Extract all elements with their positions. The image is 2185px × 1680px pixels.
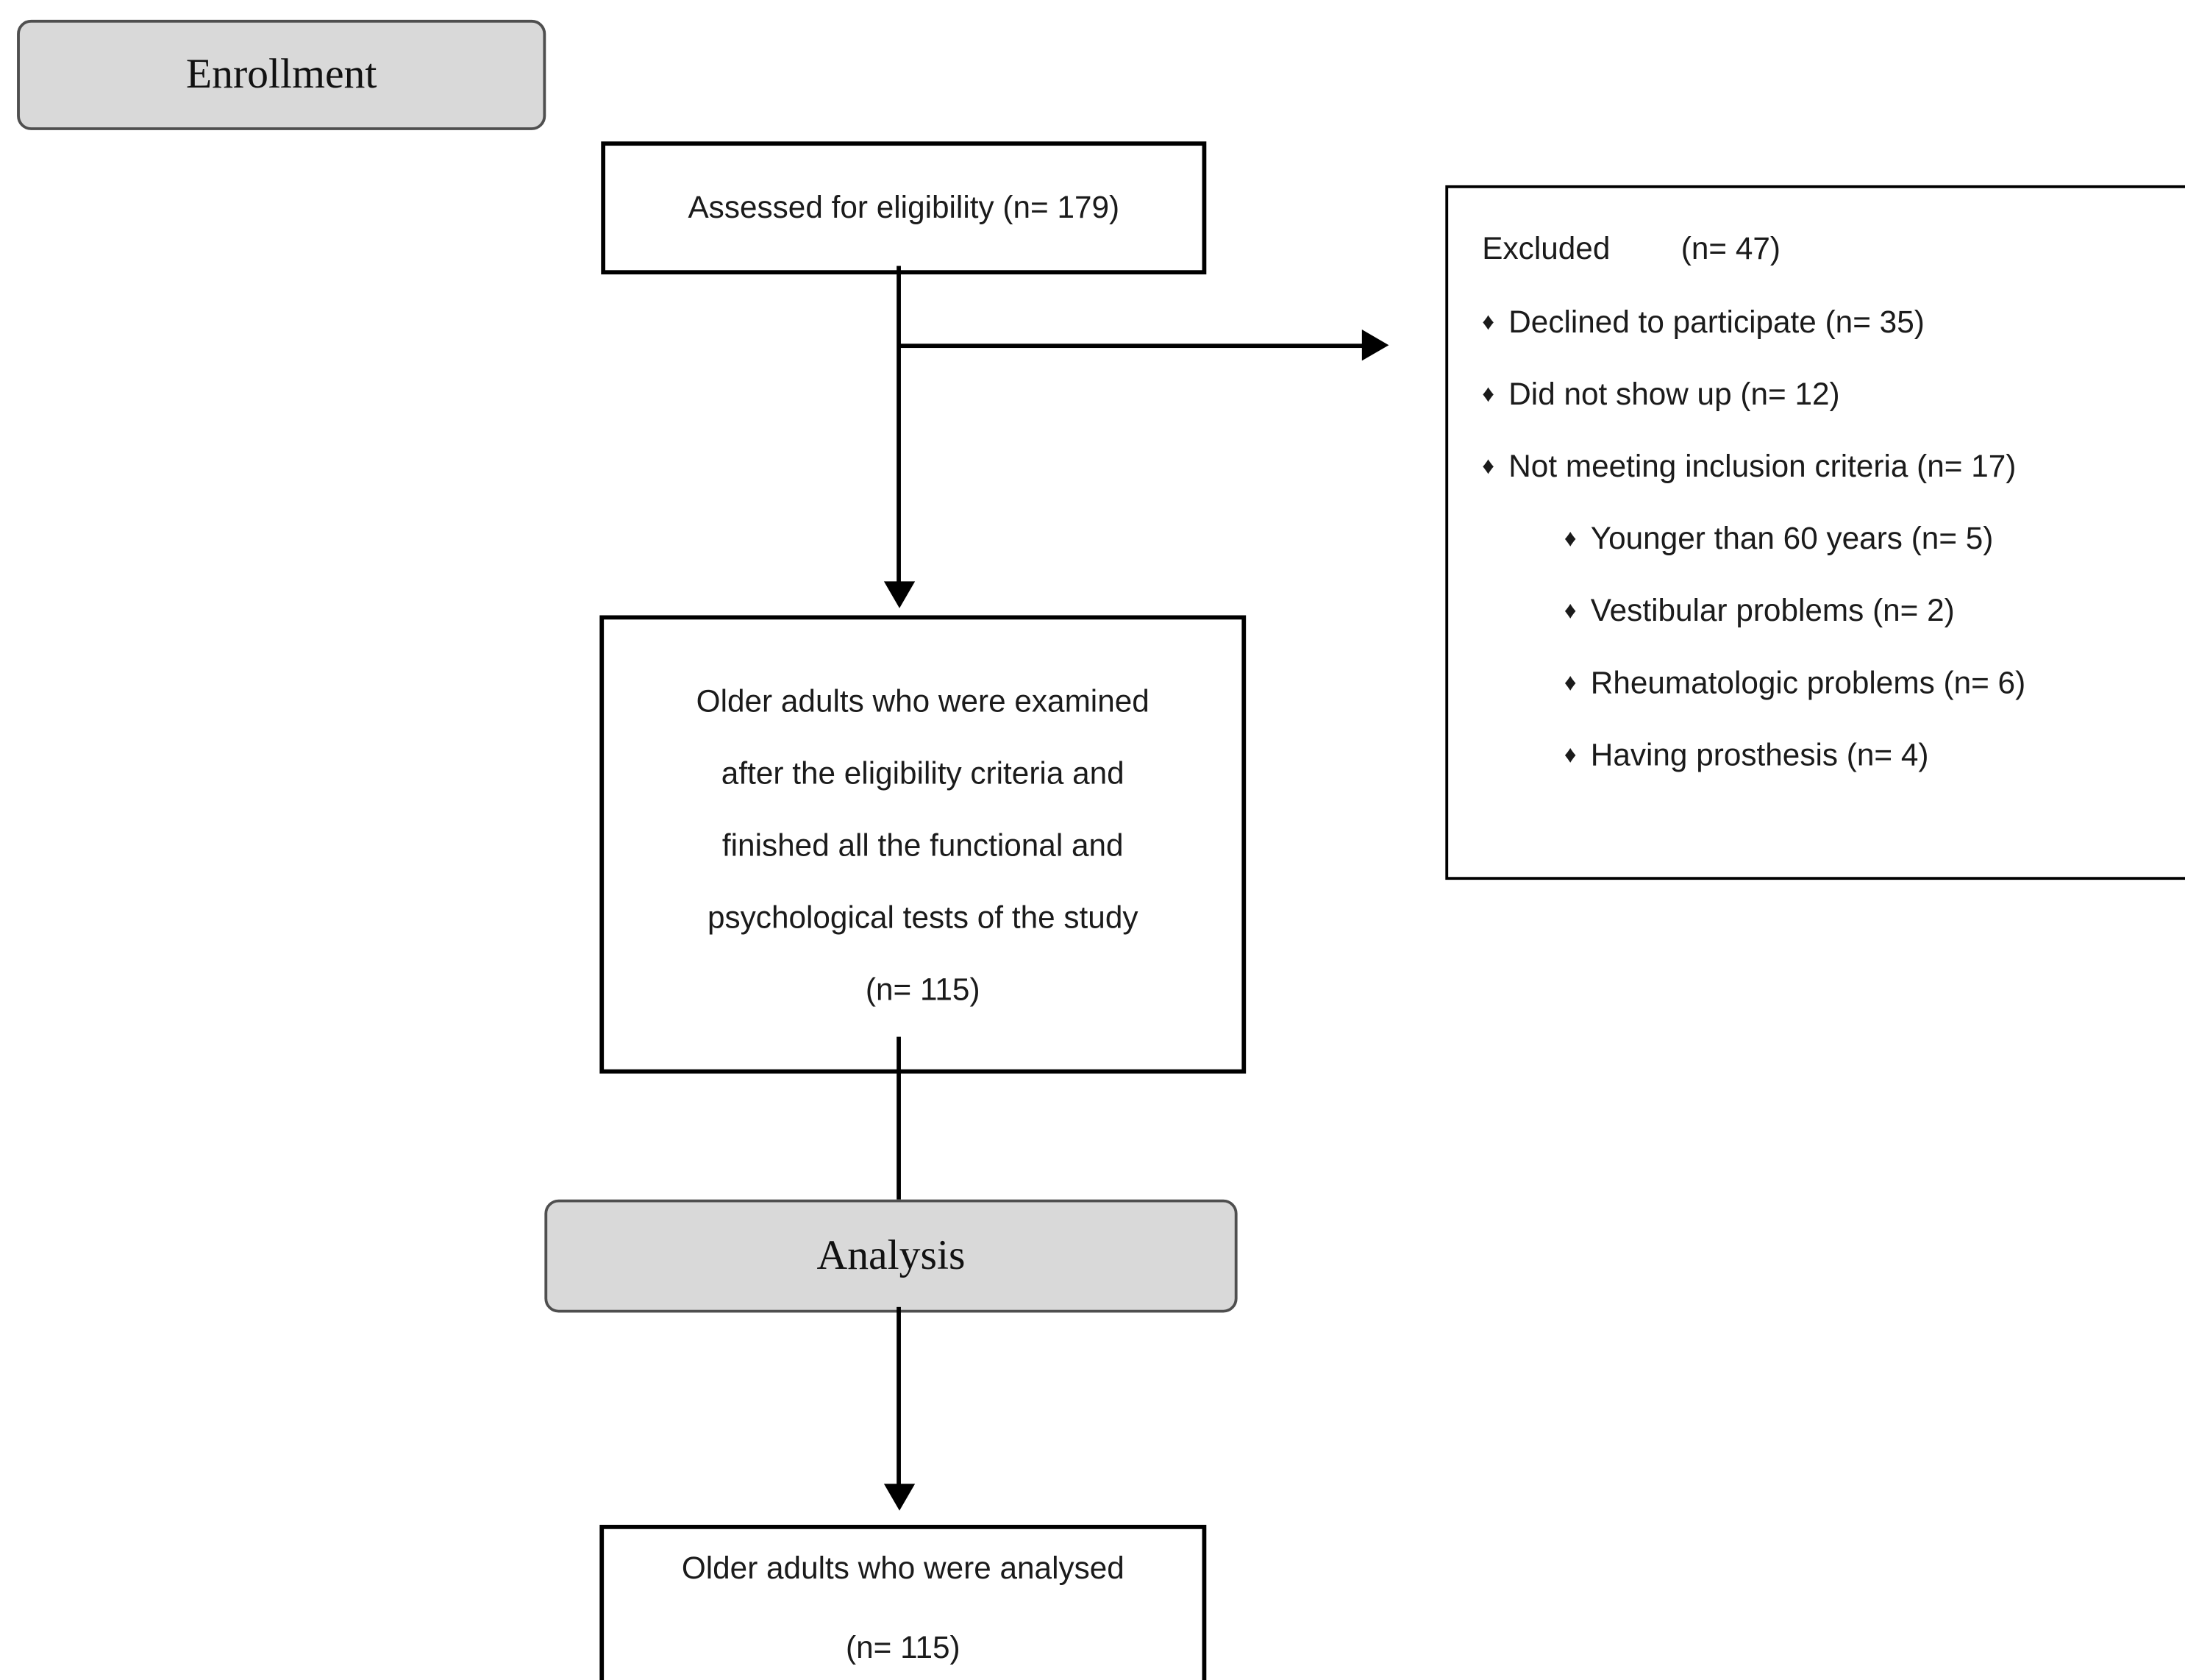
diamond-bullet-icon: ♦ (1564, 597, 1577, 624)
excluded-subitem (1564, 518, 2185, 563)
excluded-item (1482, 302, 2185, 347)
excluded-subitem (1564, 662, 2185, 708)
excluded-title: Excluded (1482, 230, 1611, 266)
diamond-bullet-icon: ♦ (1564, 741, 1577, 769)
arrowhead-down-icon (884, 1484, 915, 1511)
analysed-line: (n= 115) (846, 1629, 960, 1665)
excluded-title-row (1482, 230, 2185, 267)
connector-to-excluded (899, 344, 1364, 348)
assessed-eligibility-text: Assessed for eligibility (n= 179) (688, 189, 1120, 226)
arrowhead-right-icon (1362, 330, 1389, 360)
examined-line: psychological tests of the study (707, 899, 1138, 935)
arrowhead-down-icon (884, 581, 915, 608)
excluded-item-text: Not meeting inclusion criteria (n= 17) (1508, 448, 2017, 484)
enrollment-text: Enrollment (185, 51, 377, 98)
analysis-stage-label (544, 1200, 1237, 1313)
diamond-bullet-icon: ♦ (1564, 669, 1577, 697)
diamond-bullet-icon: ♦ (1482, 380, 1495, 407)
excluded-subitem-text: Vestibular problems (n= 2) (1590, 592, 1955, 628)
excluded-subitem (1564, 590, 2185, 636)
excluded-item-text: Did not show up (n= 12) (1508, 376, 1840, 412)
diamond-bullet-icon: ♦ (1564, 524, 1577, 552)
examined-line: finished all the functional and (721, 826, 1124, 863)
examined-line: after the eligibility criteria and (721, 754, 1124, 790)
excluded-item (1482, 374, 2185, 419)
excluded-subitem (1564, 734, 2185, 780)
excluded-count: (n= 47) (1680, 230, 1781, 266)
examined-line: Older adults who were examined (696, 682, 1149, 718)
analysis-text: Analysis (816, 1231, 966, 1279)
connector-assessed-to-examined (897, 266, 901, 583)
assessed-eligibility-box (601, 141, 1206, 274)
connector-analysis-to-analysed (897, 1307, 901, 1485)
diamond-bullet-icon: ♦ (1482, 452, 1495, 480)
examined-line: (n= 115) (865, 971, 980, 1007)
excluded-item-text: Declined to participate (n= 35) (1508, 304, 1925, 340)
diamond-bullet-icon: ♦ (1482, 308, 1495, 335)
analysed-line: Older adults who were analysed (681, 1550, 1124, 1586)
excluded-subitem-text: Younger than 60 years (n= 5) (1590, 520, 1994, 556)
connector-examined-to-analysis (897, 1037, 901, 1200)
excluded-subitem-text: Having prosthesis (n= 4) (1590, 736, 1929, 772)
excluded-subitem-text: Rheumatologic problems (n= 6) (1590, 664, 2026, 700)
excluded-box (1445, 185, 2185, 880)
examined-text (696, 664, 1149, 1025)
examined-box (599, 616, 1246, 1074)
analysed-box (599, 1525, 1206, 1680)
excluded-item (1482, 446, 2185, 491)
analysed-text (682, 1529, 1124, 1680)
enrollment-stage-label (17, 20, 546, 130)
